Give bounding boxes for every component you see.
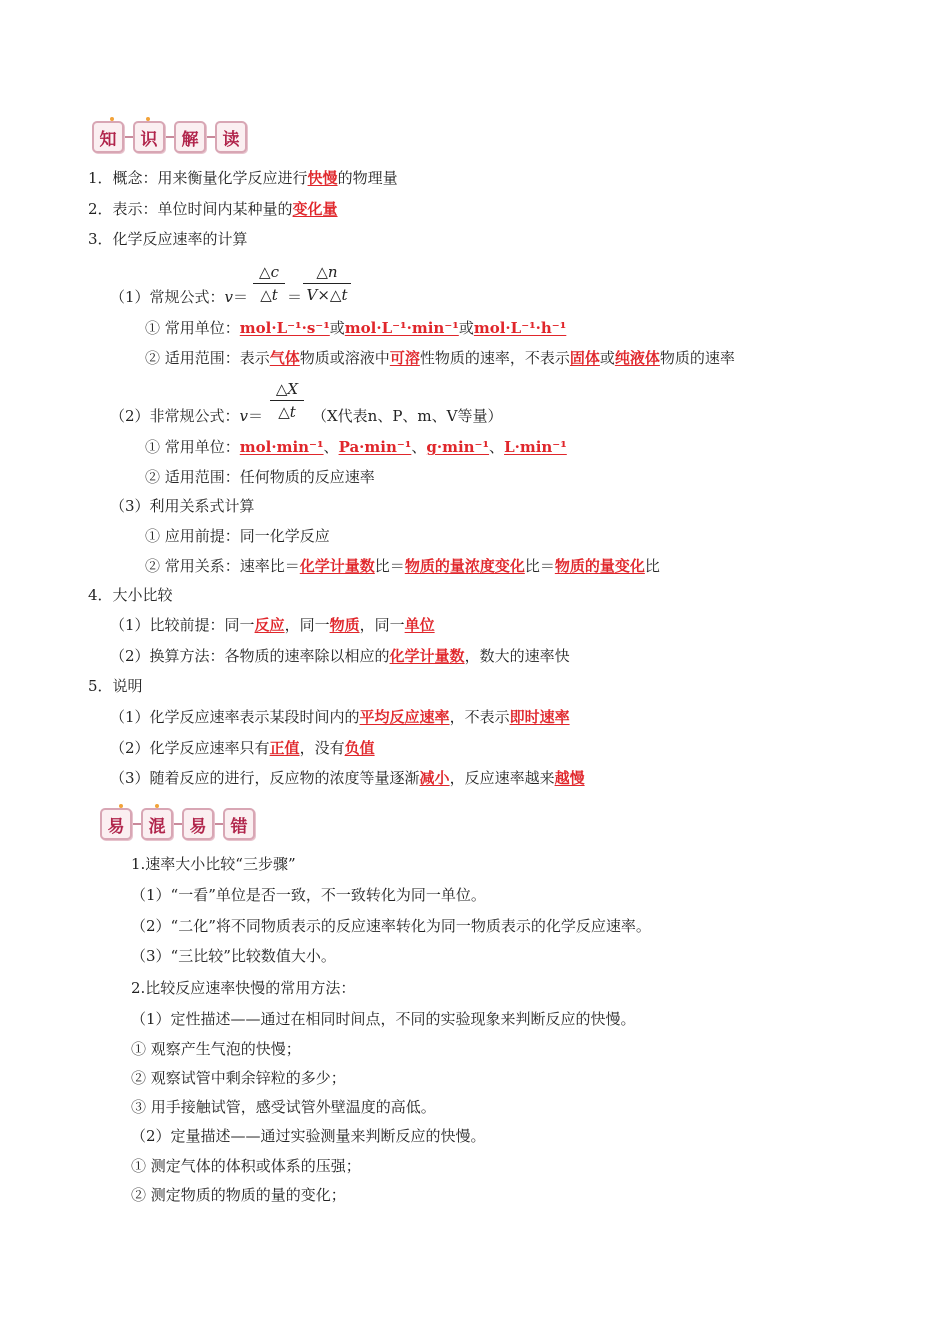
- confusion-line: 2.比较反应速率快慢的常用方法：: [131, 979, 356, 997]
- compare-heading: 4．大小比较: [88, 586, 173, 604]
- section-header-knowledge: [92, 121, 247, 153]
- header-char: 易: [100, 808, 132, 840]
- compare-premise: （1）比较前提：同一反应，同一物质，同一单位: [110, 616, 435, 634]
- notes-heading: 5．说明: [88, 677, 143, 695]
- irregular-note: （X代表n、P、m、V等量）: [312, 407, 503, 425]
- confusion-line: （1）定性描述——通过在相同时间点，不同的实验现象来判断反应的快慢。: [131, 1010, 636, 1028]
- relation-heading: （3）利用关系式计算: [110, 497, 255, 515]
- regular-formula-label: （1）常规公式：v＝: [110, 288, 249, 306]
- irregular-formula-label: （2）非常规公式：v＝: [110, 407, 264, 425]
- note-3: （3）随着反应的进行，反应物的浓度等量逐渐减小，反应速率越来越慢: [110, 769, 585, 787]
- confusion-line: ② 测定物质的物质的量的变化；: [131, 1186, 346, 1204]
- sparkle-icon: [110, 117, 114, 121]
- note-2: （2）化学反应速率只有正值，没有负值: [110, 739, 375, 757]
- header-char: 易: [182, 808, 214, 840]
- confusion-line: ① 观察产生气泡的快慢；: [131, 1040, 301, 1058]
- calc-heading: 3．化学反应速率的计算: [88, 230, 248, 248]
- confusion-line: （1）“一看”单位是否一致，不一致转化为同一单位。: [131, 886, 486, 904]
- irregular-scope-line: ② 适用范围：任何物质的反应速率: [145, 468, 375, 486]
- confusion-line: ③ 用手接触试管，感受试管外壁温度的高低。: [131, 1098, 436, 1116]
- header-char: 解: [174, 121, 206, 153]
- confusion-line: 1.速率大小比较“三步骤”: [131, 855, 296, 873]
- expression-line: 2．表示：单位时间内某种量的变化量: [88, 200, 338, 218]
- header-char: 错: [223, 808, 255, 840]
- confusion-line: ① 测定气体的体积或体系的压强；: [131, 1157, 361, 1175]
- relation-formula: ② 常用关系：速率比＝化学计量数比＝物质的量浓度变化比＝物质的量变化比: [145, 557, 660, 575]
- sparkle-icon: [155, 804, 159, 808]
- regular-scope-line: ② 适用范围：表示气体物质或溶液中可溶性物质的速率，不表示固体或纯液体物质的速率: [145, 349, 735, 367]
- confusion-line: ② 观察试管中剩余锌粒的多少；: [131, 1069, 346, 1087]
- compare-method: （2）换算方法：各物质的速率除以相应的化学计量数，数大的速率快: [110, 647, 570, 665]
- confusion-line: （2）定量描述——通过实验测量来判断反应的快慢。: [131, 1127, 486, 1145]
- header-char: 混: [141, 808, 173, 840]
- header-char: 读: [215, 121, 247, 153]
- relation-premise: ① 应用前提：同一化学反应: [145, 527, 330, 545]
- section-header-confusion: [100, 808, 255, 840]
- note-1: （1）化学反应速率表示某段时间内的平均反应速率，不表示即时速率: [110, 708, 570, 726]
- sparkle-icon: [146, 117, 150, 121]
- irregular-units-line: ① 常用单位：mol·min⁻¹、Pa·min⁻¹、g·min⁻¹、L·min⁻¹: [145, 438, 567, 456]
- confusion-line: （2）“二化”将不同物质表示的反应速率转化为同一物质表示的化学反应速率。: [131, 917, 651, 935]
- concept-line: 1．概念：用来衡量化学反应进行快慢的物理量: [88, 169, 398, 187]
- header-char: 知: [92, 121, 124, 153]
- fraction-dn-vdt: △n V×△t: [303, 263, 351, 304]
- sparkle-icon: [119, 804, 123, 808]
- fraction-dx-dt: △X △t: [270, 380, 304, 421]
- regular-units-line: ① 常用单位：mol·L⁻¹·s⁻¹或mol·L⁻¹·min⁻¹或mol·L⁻¹·h⁻¹: [145, 319, 567, 337]
- equals-sign: ＝: [287, 288, 303, 306]
- header-char: 识: [133, 121, 165, 153]
- fraction-dc-dt: △c △t: [253, 263, 285, 304]
- confusion-line: （3）“三比较”比较数值大小。: [131, 947, 336, 965]
